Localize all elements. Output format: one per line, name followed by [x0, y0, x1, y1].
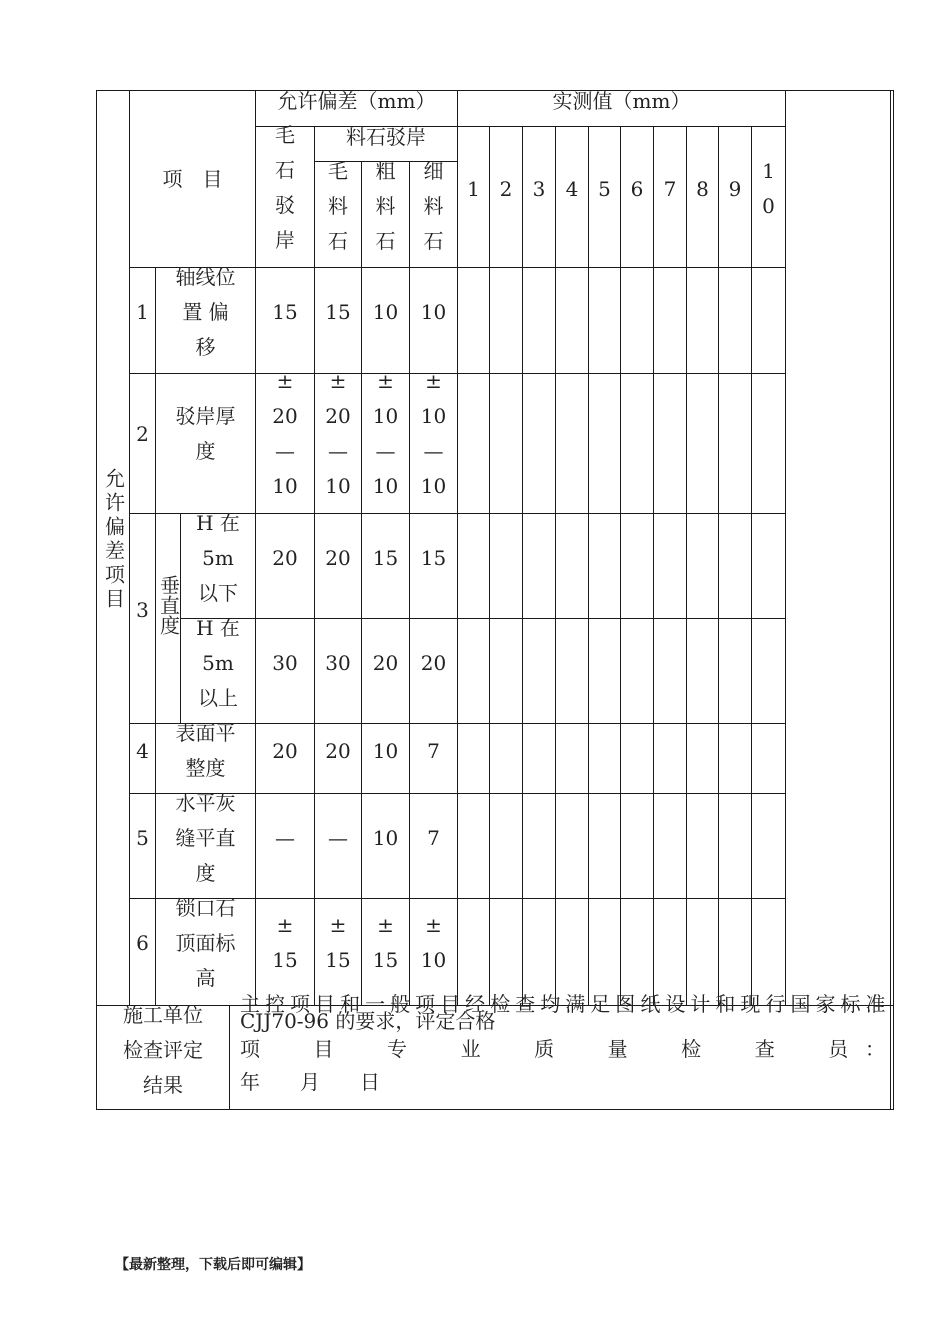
row-item: 轴线位 置 偏 移 [175, 265, 236, 359]
table-border-right-outer [893, 90, 894, 1110]
cell-value: ± 15 [325, 913, 351, 972]
grid-line [588, 126, 589, 1005]
header-measured: 实测值（mm） [552, 88, 691, 113]
row-number: 1 [136, 299, 149, 324]
grid-line [686, 126, 687, 1005]
cell-value: 10 [372, 299, 399, 324]
cell-value: 7 [427, 825, 440, 850]
row-subitem: H 在 5m 以上 [196, 616, 240, 710]
point-header: 3 [532, 176, 546, 201]
row-item: 驳岸厚 度 [175, 404, 236, 463]
point-header: 4 [565, 176, 579, 201]
point-header: 2 [499, 176, 513, 201]
grid-line [653, 126, 654, 1005]
row-number: 5 [136, 825, 149, 850]
cell-value: 10 [420, 299, 447, 324]
cell-value: ± 15 [272, 913, 298, 972]
table-border-bottom [96, 1109, 894, 1110]
header-ashlar-fine: 细 料 石 [423, 158, 444, 253]
cell-value: ± 10 — 10 [420, 369, 447, 498]
result-label: 施工单位 检查评定 结果 [123, 1003, 203, 1097]
cell-value: 7 [427, 738, 440, 763]
point-header: 8 [696, 176, 709, 201]
quality-inspector-line: 项 目 专 业 质 量 检 查 员： [240, 1037, 885, 1061]
result-statement: 主控项目和一般项目经检查均满足图纸设计和现行国家标准 [240, 992, 885, 1016]
cell-value: 10 [372, 738, 399, 763]
cell-value: — [275, 825, 295, 850]
header-rubble-revetment: 毛 石 驳 岸 [275, 123, 295, 252]
header-ashlar-coarse: 粗 料 石 [375, 158, 396, 253]
footer-note: 【最新整理，下载后即可编辑】 [115, 1257, 311, 1273]
row-item: 垂直度 [156, 575, 181, 635]
cell-value: 20 [272, 545, 298, 570]
cell-value: ± 20 — 10 [325, 369, 351, 498]
cell-value: ± 20 — 10 [272, 369, 298, 498]
row-item: 表面平 整度 [175, 721, 236, 780]
point-header: 9 [728, 176, 742, 201]
cell-value: 15 [372, 545, 399, 570]
grid-line [489, 126, 490, 1005]
cell-value: 20 [272, 738, 298, 763]
grid-line [620, 126, 621, 1005]
grid-line [718, 126, 719, 1005]
cell-value: 15 [325, 299, 351, 324]
cell-value: 10 [372, 825, 399, 850]
cell-value: 20 [372, 650, 399, 675]
date-line: 年 月 日 [240, 1070, 380, 1094]
point-header: 7 [663, 176, 677, 201]
row-item: 锁口石 顶面标 高 [175, 896, 236, 990]
cell-value: 30 [272, 650, 298, 675]
cell-value: 20 [420, 650, 447, 675]
header-allowed-deviation: 允许偏差（mm） [277, 88, 436, 113]
row-number: 2 [136, 421, 149, 446]
cell-value: ± 10 — 10 [372, 369, 399, 498]
cell-value: 20 [325, 738, 351, 763]
grid-line [555, 126, 556, 1005]
row-number: 6 [136, 930, 149, 955]
header-item: 项 目 [162, 166, 223, 191]
row-number: 4 [136, 738, 149, 763]
row-subitem: H 在 5m 以下 [196, 511, 240, 605]
cell-value: 30 [325, 650, 351, 675]
header-ashlar-revetment: 料石驳岸 [346, 124, 426, 149]
section-label: 允许偏差项目 [101, 468, 126, 612]
point-header: 1 [467, 176, 480, 201]
cell-value: — [328, 825, 348, 850]
cell-value: 15 [420, 545, 447, 570]
header-ashlar-rough-block: 毛 料 石 [328, 158, 348, 253]
grid-line [785, 90, 786, 1005]
cell-value: ± 15 [372, 913, 399, 972]
grid-line [522, 126, 523, 1005]
cell-value: 15 [272, 299, 298, 324]
row-number: 3 [136, 597, 149, 622]
cell-value: 20 [325, 545, 351, 570]
grid-line [229, 1005, 230, 1110]
point-header: 6 [630, 176, 644, 201]
point-header: 5 [598, 176, 611, 201]
result-statement-continued: CJJ70-96 的要求，评定合格 [240, 1009, 496, 1033]
grid-line [751, 126, 752, 1005]
cell-value: ± 10 [420, 913, 447, 972]
table-border-right [890, 90, 891, 1110]
point-header: 1 0 [762, 159, 775, 218]
row-item: 水平灰 缝平直 度 [175, 791, 236, 885]
